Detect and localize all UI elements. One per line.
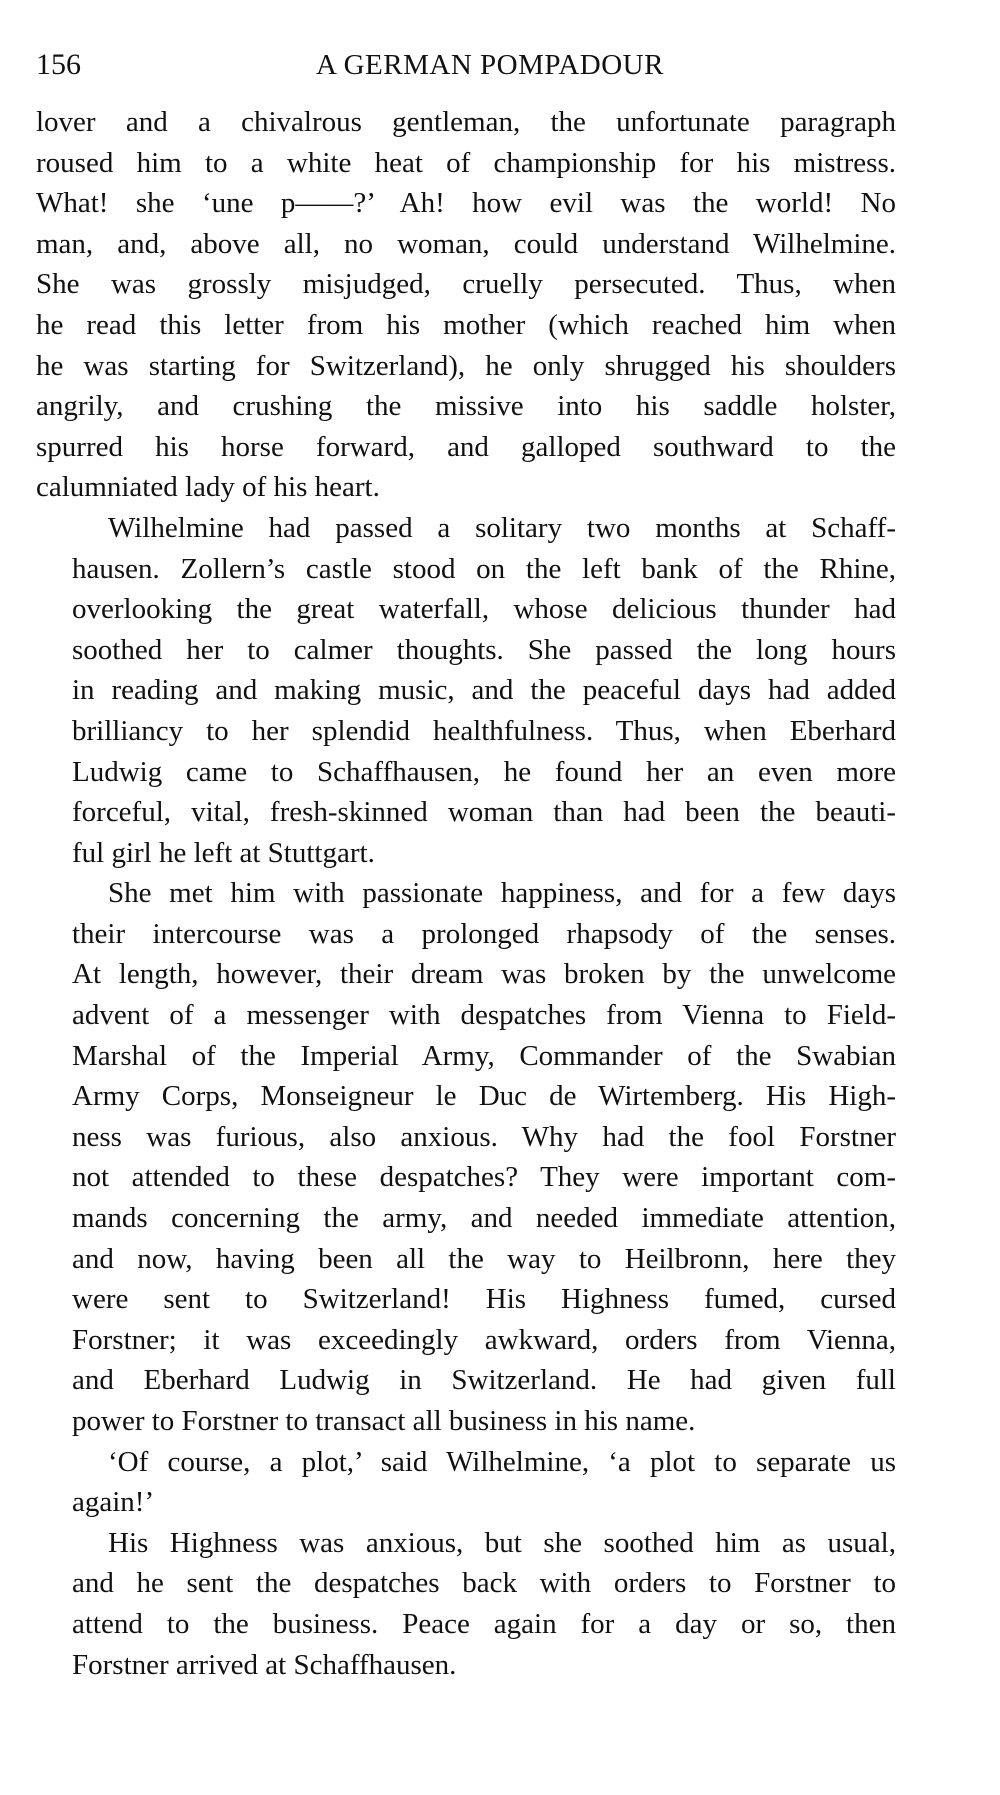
text-line: were sent to Switzerland! His Highness fumed, cursed (72, 1283, 896, 1316)
text-line: soothed her to calmer thoughts. She passed the long hours (72, 633, 896, 666)
text-line: ‘Of course, a plot,’ said Wilhelmine, ‘a plot to separate us (108, 1445, 896, 1478)
paragraph (36, 1442, 896, 1523)
paragraph (36, 102, 896, 508)
text-line: attend to the business. Peace again for a day or so, then (72, 1607, 896, 1640)
text-line: Forstner arrived at Schaffhausen. (72, 1648, 457, 1681)
text-line: hausen. Zollern’s castle stood on the left bank of the Rhine, (72, 552, 896, 585)
body-text (36, 102, 896, 1685)
text-line: She was grossly misjudged, cruelly persecuted. Thus, when (36, 268, 896, 301)
running-head (36, 40, 896, 90)
paragraph (36, 873, 896, 1441)
text-line: he read this letter from his mother (which reached him when (36, 308, 896, 341)
text-line: their intercourse was a prolonged rhapsody of the senses. (72, 917, 896, 950)
page-number: 156 (36, 48, 81, 81)
text-line: lover and a chivalrous gentleman, the unfortunate paragraph (36, 106, 896, 138)
text-line: and now, having been all the way to Heilbronn, here they (72, 1242, 896, 1275)
text-line: brilliancy to her splendid healthfulness. Thus, when Eberhard (72, 714, 896, 747)
text-line: power to Forstner to transact all business in his name. (72, 1405, 696, 1437)
text-line: advent of a messenger with despatches from Vienna to Field- (72, 999, 896, 1032)
running-title: A GERMAN POMPADOUR (316, 49, 664, 81)
text-line: again!’ (72, 1486, 155, 1519)
text-line: he was starting for Switzerland), he only shrugged his shoulders (36, 349, 896, 382)
text-line: She met him with passionate happiness, and for a few days (108, 877, 896, 910)
text-line: Marshal of the Imperial Army, Commander of the Swabian (72, 1039, 896, 1072)
text-line: forceful, vital, fresh-skinned woman than had been the beauti- (72, 796, 896, 829)
text-line: man, and, above all, no woman, could understand Wilhelmine. (36, 227, 896, 260)
text-line: not attended to these despatches? They were important com- (72, 1161, 896, 1194)
text-line: and he sent the despatches back with orders to Forstner to (72, 1567, 896, 1600)
text-line: What! she ‘une p——?’ Ah! how evil was the world! No (36, 187, 896, 220)
paragraph (36, 1523, 896, 1685)
text-line: calumniated lady of his heart. (36, 471, 380, 504)
text-line: Ludwig came to Schaffhausen, he found her an even more (72, 755, 896, 788)
text-line: roused him to a white heat of championship for his mistress. (36, 146, 896, 179)
text-line: Forstner; it was exceedingly awkward, orders from Vienna, (72, 1323, 896, 1356)
text-line: Wilhelmine had passed a solitary two months at Schaff- (108, 511, 896, 544)
text-line: spurred his horse forward, and galloped southward to the (36, 430, 896, 463)
text-line: and Eberhard Ludwig in Switzerland. He had given full (72, 1364, 896, 1397)
text-line: in reading and making music, and the peaceful days had added (72, 674, 896, 707)
text-line: mands concerning the army, and needed immediate attention, (72, 1202, 896, 1235)
paragraph (36, 508, 896, 873)
text-line: His Highness was anxious, but she soothed him as usual, (108, 1526, 896, 1559)
text-line: angrily, and crushing the missive into his saddle holster, (36, 390, 896, 423)
text-line: overlooking the great waterfall, whose delicious thunder had (72, 593, 896, 626)
text-line: ness was furious, also anxious. Why had the fool Forstner (72, 1120, 896, 1153)
text-line: Army Corps, Monseigneur le Duc de Wirtemberg. His High- (72, 1080, 896, 1113)
text-line: At length, however, their dream was broken by the unwelcome (72, 958, 896, 991)
text-line: ful girl he left at Stuttgart. (72, 836, 375, 869)
